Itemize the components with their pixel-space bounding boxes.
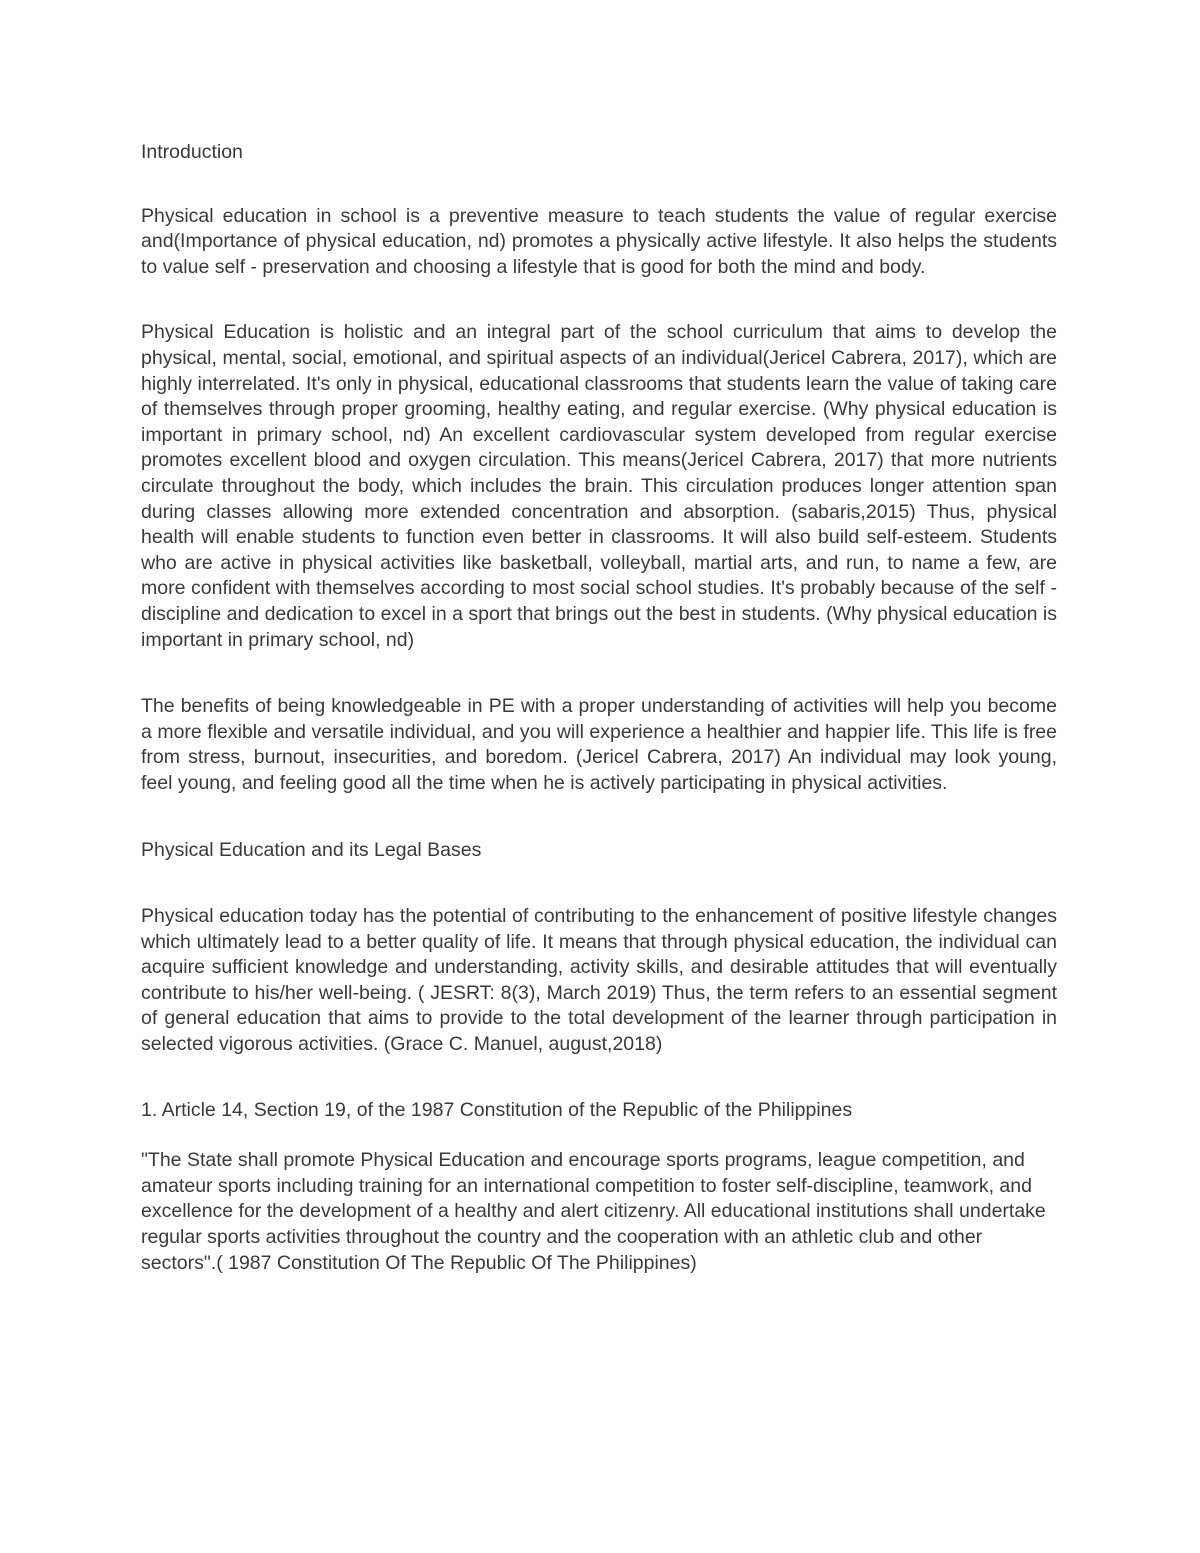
- document-body: [141, 140, 1057, 1318]
- heading-legal-bases: Physical Education and its Legal Bases: [141, 839, 482, 862]
- constitution-quote: "The State shall promote Physical Education and encourage sports programs, league competition, and amateur sports including training for an international competition to foster self-discipline, teamwork, and excellence for the development of a healthy and alert citizenry. All educational institutions shall undertake regular sports activities throughout the country and the cooperation with an athletic club and other sectors".( 1987 Constitution Of The Republic Of The Philippines): [141, 1149, 1046, 1274]
- list-item: 1. Article 14, Section 19, of the 1987 Constitution of the Republic of the Philippines: [141, 1098, 853, 1121]
- paragraph-intro-3: The benefits of being knowledgeable in PE with a proper understanding of activities will help you become a more flexible and versatile individual, and you will experience a healthier and happier life. This life is free from stress, burnout, insecurities, and boredom. (Jericel Cabrera, 2017) An individual may look young, feel young, and feeling good all the time when he is actively participating in physical activities.: [141, 695, 1057, 794]
- heading-introduction: Introduction: [141, 141, 243, 163]
- paragraph-intro-1: Physical education in school is a preventive measure to teach students the value of regular exercise and(Importance of physical education, nd) promotes a physically active lifestyle. It also helps the students to value self - preservation and choosing a lifestyle that is good for both the mind and body.: [141, 204, 1057, 278]
- paragraph-legal-1: Physical education today has the potential of contributing to the enhancement of positive lifestyle changes which ultimately lead to a better quality of life. It means that through physical education, the individual can acquire sufficient knowledge and understanding, activity skills, and desirable attitudes that will eventually contribute to his/her well-being. ( JESRT: 8(3), March 2019) Thus, the term refers to an essential segment of general education that aims to provide to the total development of the learner through participation in selected vigorous activities. (Grace C. Manuel, august,2018): [141, 905, 1057, 1056]
- paragraph-intro-2: Physical Education is holistic and an integral part of the school curriculum that aims to develop the physical, mental, social, emotional, and spiritual aspects of an individual(Jericel Cabrera, 2017), which are highly interrelated. It's only in physical, educational classrooms that students learn the value of taking care of themselves through proper grooming, healthy eating, and regular exercise. (Why physical education is important in primary school, nd) An excellent cardiovascular system developed from regular exercise promotes excellent blood and oxygen circulation. This means(Jericel Cabrera, 2017) that more nutrients circulate throughout the body, which includes the brain. This circulation produces longer attention span during classes allowing more extended concentration and absorption. (sabaris,2015) Thus, physical health will enable students to function even better in classrooms. It will also build self-esteem. Students who are active in physical activities like basketball, volleyball, martial arts, and run, to name a few, are more confident with themselves according to most social school studies. It's probably because of the self - discipline and dedication to excel in a sport that brings out the best in students. (Why physical education is important in primary school, nd): [141, 321, 1057, 651]
